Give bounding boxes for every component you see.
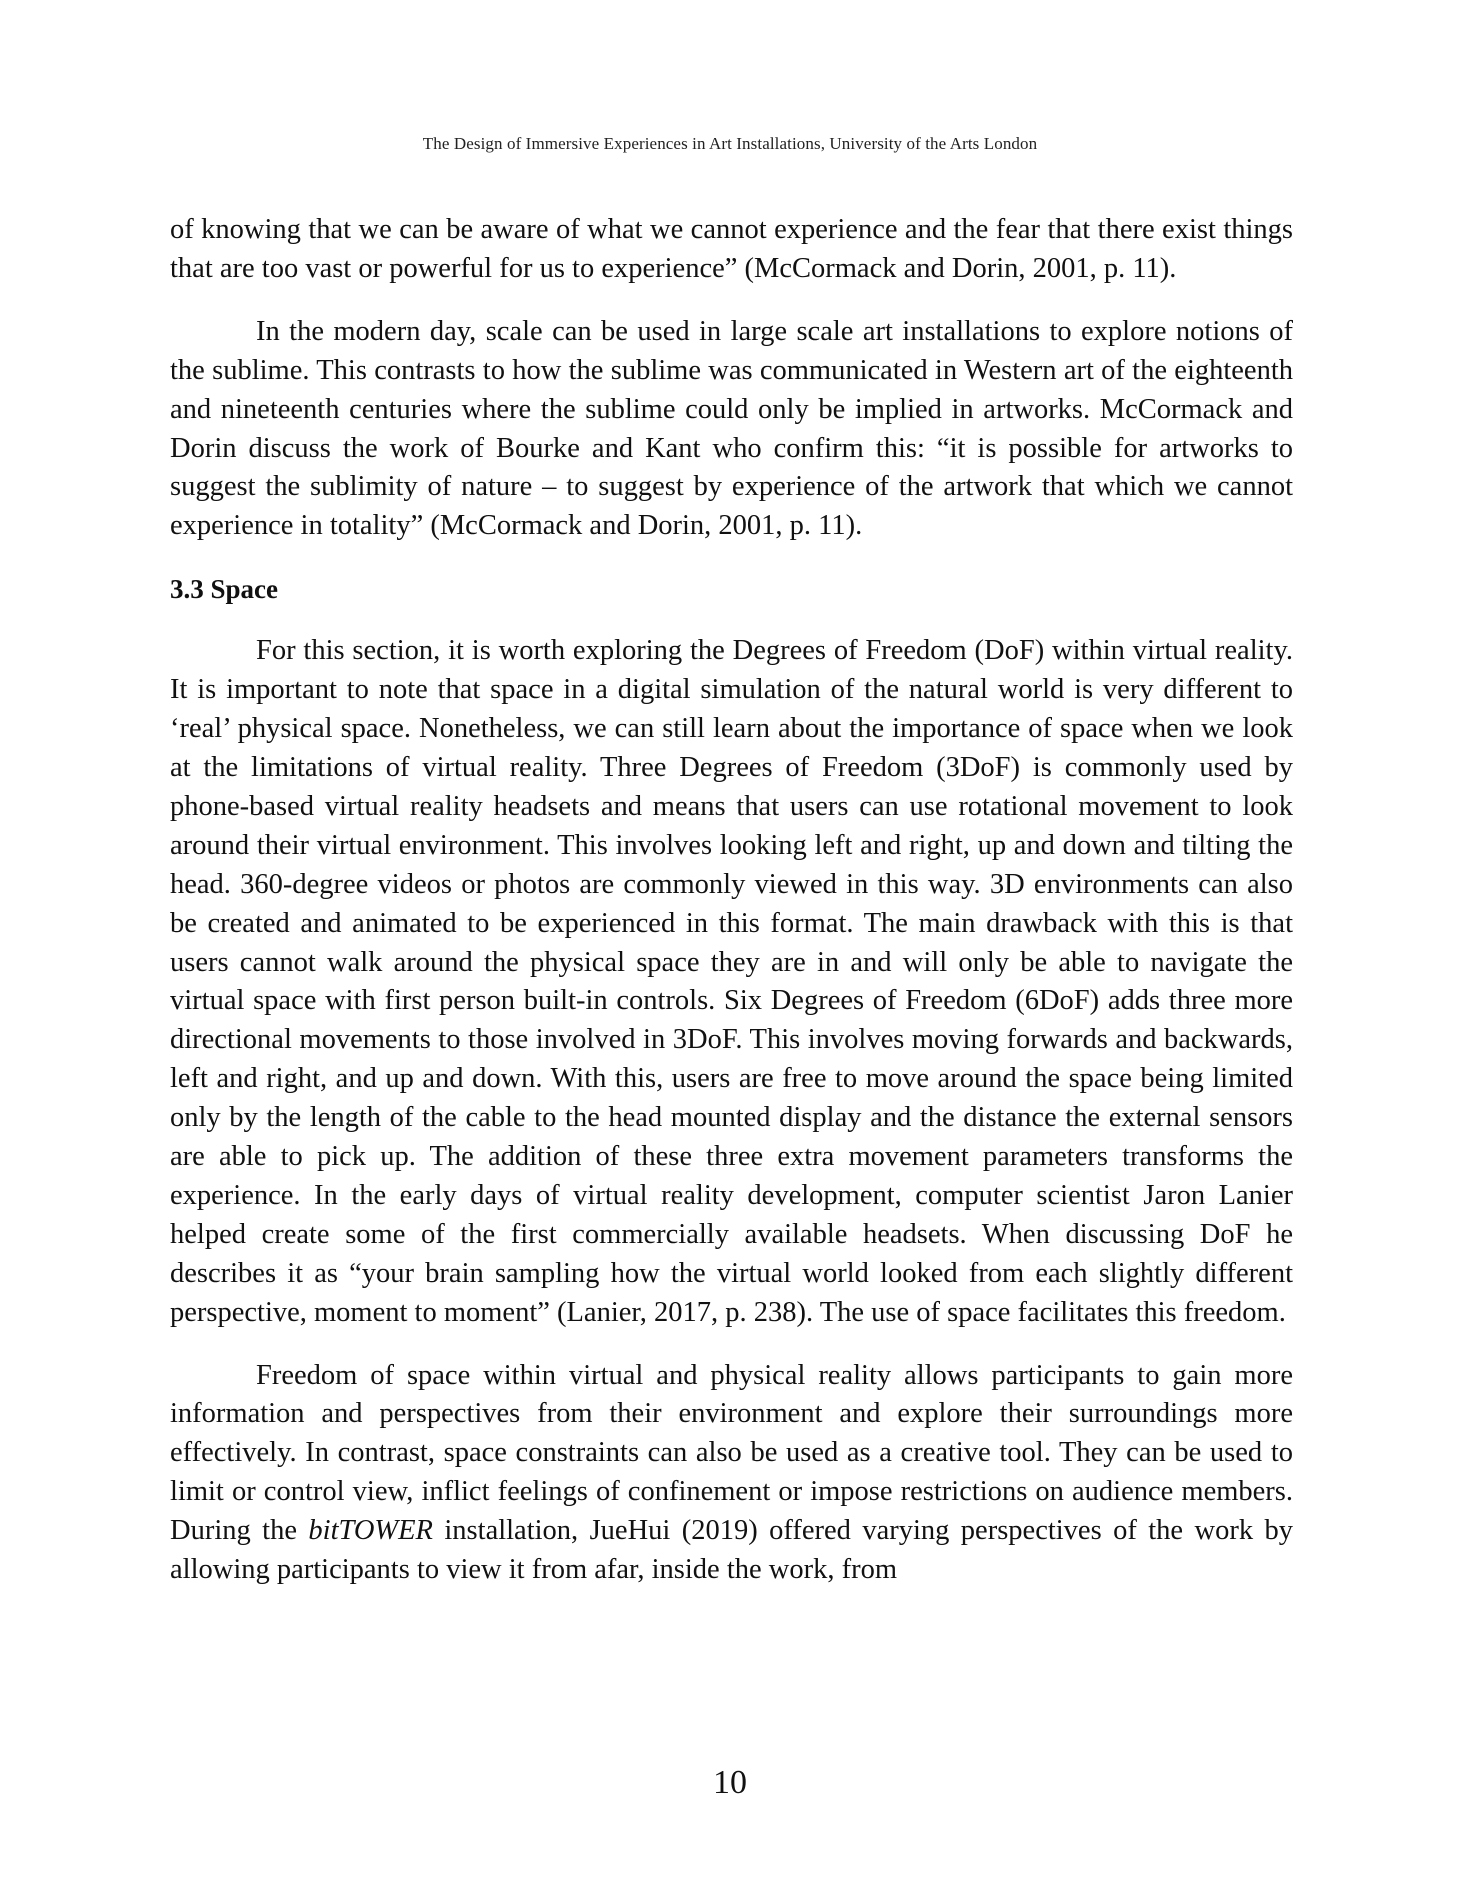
page-number: 10	[713, 1764, 747, 1801]
paragraph-freedom-of-space	[170, 1357, 1293, 1590]
paragraph-continuation: of knowing that we can be aware of what we cannot experience and the fear that there exist things that are too vast or powerful for us to experience” (McCormack and Dorin, 2001, p. 11).	[170, 214, 1293, 284]
paragraph-text-start: Freedom of space within virtual and physical reality allows participants to gain more information and perspectives from their environment and explore their surroundings more effectively. In contrast, space constraints can also be used as a creative tool. They can be used to limit or control view, inflict feelings of confinement or impose restrictions on audience members. During the	[170, 1359, 1293, 1547]
paragraph-scale-sublime: In the modern day, scale can be used in large scale art installations to explore notions of the sublime. This contrasts to how the sublime was communicated in Western art of the eighteenth and nineteenth centuries where the sublime could only be implied in artworks. McCormack and Dorin discuss the work of Bourke and Kant who confirm this: “it is possible for artworks to suggest the sublimity of nature – to suggest by experience of the artwork that which we cannot experience in totality” (McCormack and Dorin, 2001, p. 11).	[170, 315, 1293, 542]
section-heading: 3.3 Space	[170, 574, 278, 605]
body-text	[170, 211, 1293, 1614]
paragraph-degrees-of-freedom: For this section, it is worth exploring the Degrees of Freedom (DoF) within virtual reality. It is important to note that space in a digital simulation of the natural world is very different to ‘real’ physical space. Nonetheless, we can still learn about the importance of space when we look at the limitations of virtual reality. Three Degrees of Freedom (3DoF) is commonly used by phone-based virtual reality headsets and means that users can use rotational movement to look around their virtual environment. This involves looking left and right, up and down and tilting the head. 360-degree videos or photos are commonly viewed in this way. 3D environments can also be created and animated to be experienced in this format. The main drawback with this is that users cannot walk around the physical space they are in and will only be able to navigate the virtual space with first person built-in controls. Six Degrees of Freedom (6DoF) adds three more directional movements to those involved in 3DoF. This involves moving forwards and backwards, left and right, and up and down. With this, users are free to move around the space being limited only by the length of the cable to the head mounted display and the distance the external sensors are able to pick up. The addition of these three extra movement parameters transforms the experience. In the early days of virtual reality development, computer scientist Jaron Lanier helped create some of the first commercially available headsets. When discussing DoF he describes it as “your brain sampling how the virtual world looked from each slightly different perspective, moment to moment” (Lanier, 2017, p. 238). The use of space facilitates this freedom.	[170, 635, 1293, 1328]
artwork-title: bitTOWER	[308, 1515, 433, 1547]
paragraph-text-end: installation, JueHui (2019) offered varying perspectives of the work by allowing participants to view it from afar, inside the work, from	[170, 1515, 1293, 1586]
running-header: The Design of Immersive Experiences in Art Installations, University of the Arts London	[422, 134, 1038, 153]
